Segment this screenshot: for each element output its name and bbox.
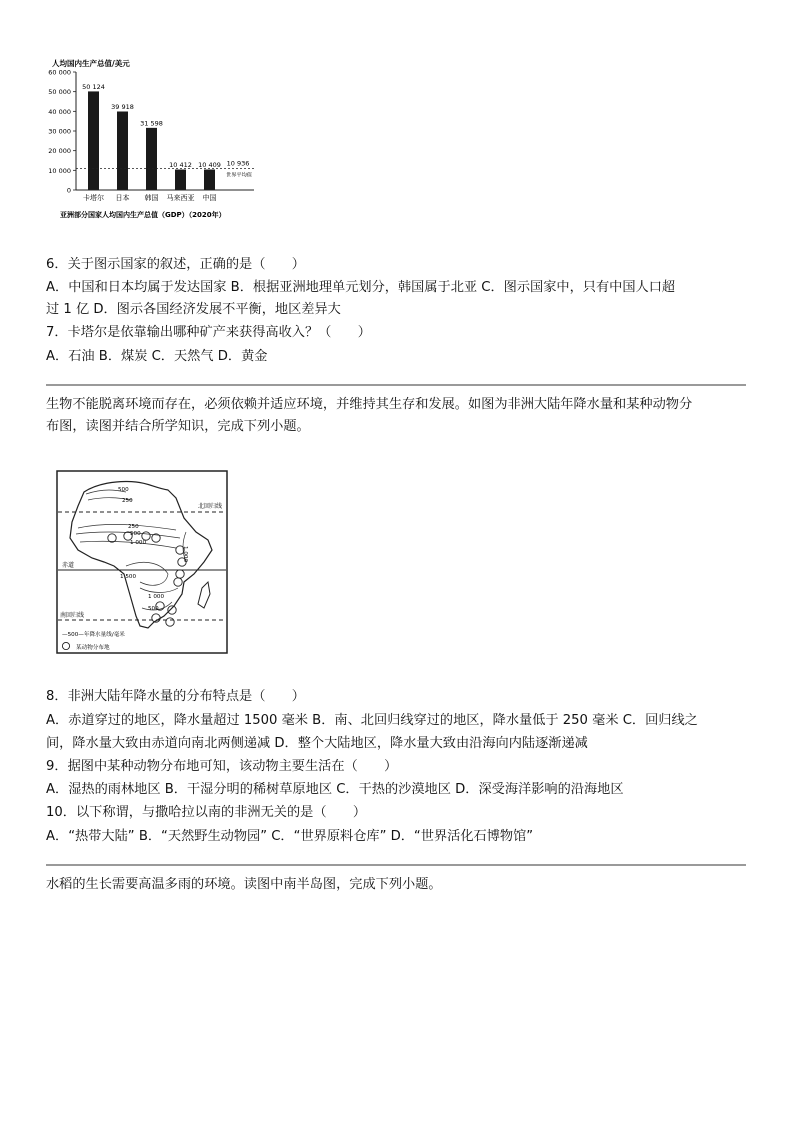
q8-stem: 8．非洲大陆年降水量的分布特点是（ ）	[46, 689, 305, 704]
isohyet-label: 250	[122, 498, 133, 504]
chart-ylabel: 人均国内生产总值/美元	[52, 59, 130, 68]
isohyet-label: 1 000	[130, 540, 147, 546]
q8-options-line2: 间，降水量大致由赤道向南北两侧递减 D．整个大陆地区，降水量大致由沿海向内陆逐渐递减	[46, 736, 588, 751]
y-tick-label: 0	[66, 186, 71, 195]
bar	[117, 111, 128, 190]
q6-options-line1: A．中国和日本均属于发达国家 B．根据亚洲地理单元划分，韩国属于北亚 C．图示国家中，只有中国人口超	[46, 280, 676, 295]
q9-options: A．湿热的雨林地区 B．干湿分明的稀树草原地区 C．干热的沙漠地区 D．深受海洋影响的沿海地区	[46, 782, 624, 797]
y-tick-label: 50 000	[48, 88, 71, 97]
q7-stem: 7．卡塔尔是依靠输出哪种矿产来获得高收入？（ ）	[46, 325, 371, 340]
y-tick-label: 60 000	[48, 68, 71, 77]
category-label: 马来西亚	[166, 194, 195, 202]
category-labels	[83, 193, 217, 202]
bar-value-label: 31 598	[140, 119, 163, 128]
y-tick-label: 40 000	[48, 107, 71, 116]
tropic-south-label: 南回归线	[60, 612, 85, 619]
rice-intro: 水稻的生长需要高温多雨的环境。读图中南半岛图，完成下列小题。	[46, 877, 442, 892]
africa-intro-line2: 布图，读图并结合所学知识，完成下列小题。	[46, 419, 310, 434]
y-tick-label: 30 000	[48, 127, 71, 136]
category-label: 卡塔尔	[83, 194, 104, 202]
world-average-label: 世界平均值	[226, 172, 252, 179]
equator-label: 赤道	[62, 562, 75, 569]
bar-value-label: 10 412	[169, 161, 192, 170]
section-divider-1	[46, 384, 746, 386]
bar-value-label: 50 124	[82, 82, 105, 91]
bar	[88, 91, 99, 190]
q9-stem: 9．据图中某种动物分布地可知，该动物主要生活在（ ）	[46, 759, 398, 774]
isohyet-label: 1 000	[148, 594, 165, 600]
q7-options: A．石油 B．煤炭 C．天然气 D．黄金	[46, 349, 268, 364]
tropic-north-label: 北回归线	[198, 503, 223, 510]
y-tick-label: 10 000	[48, 166, 71, 175]
category-label: 韩国	[144, 194, 159, 202]
legend-animal: 某动物分布地	[76, 645, 110, 651]
isohyet-label: 1 000	[182, 546, 188, 563]
isohyet-label: 250	[128, 524, 139, 530]
gdp-bar-chart	[48, 54, 268, 224]
bar	[146, 128, 157, 190]
q6-options-line2: 过 1 亿 D．图示各国经济发展不平衡，地区差异大	[46, 302, 341, 317]
q8-options-line1: A．赤道穿过的地区，降水量超过 1500 毫米 B．南、北回归线穿过的地区，降水量低于 250 毫米 C．回归线之	[46, 713, 698, 728]
q10-options: A．“热带大陆” B．“天然野生动物园” C．“世界原料仓库” D．“世界活化石博物馆”	[46, 829, 534, 844]
isohyet-label: 1 500	[120, 574, 137, 580]
legend-isohyet: —500—年降水量线/毫米	[62, 632, 125, 638]
isohyet-label: 500	[118, 487, 129, 493]
isohyet-label: 500	[130, 531, 141, 537]
africa-intro-line1: 生物不能脱离环境而存在，必须依赖并适应环境，并维持其生存和发展。如图为非洲大陆年降水量和某种动物分	[46, 397, 693, 412]
q10-stem: 10．以下称谓，与撒哈拉以南的非洲无关的是（ ）	[46, 805, 367, 820]
world-average-value: 10 936	[226, 159, 250, 168]
bars	[88, 91, 215, 190]
section-divider-2	[46, 864, 746, 866]
isohyet-label: 500	[148, 606, 159, 612]
bar-value-label: 10 409	[198, 161, 221, 170]
bar	[175, 170, 186, 190]
category-label: 日本	[115, 194, 130, 202]
q6-stem: 6．关于图示国家的叙述，正确的是（ ）	[46, 257, 305, 272]
bar	[204, 170, 215, 190]
africa-precipitation-map	[56, 470, 230, 656]
chart-title: 亚洲部分国家人均国内生产总值（GDP）（2020年）	[60, 211, 226, 219]
category-label: 中国	[202, 194, 217, 202]
y-axis-ticks	[48, 69, 76, 195]
y-tick-label: 20 000	[48, 147, 71, 156]
bar-value-label: 39 918	[111, 102, 134, 111]
